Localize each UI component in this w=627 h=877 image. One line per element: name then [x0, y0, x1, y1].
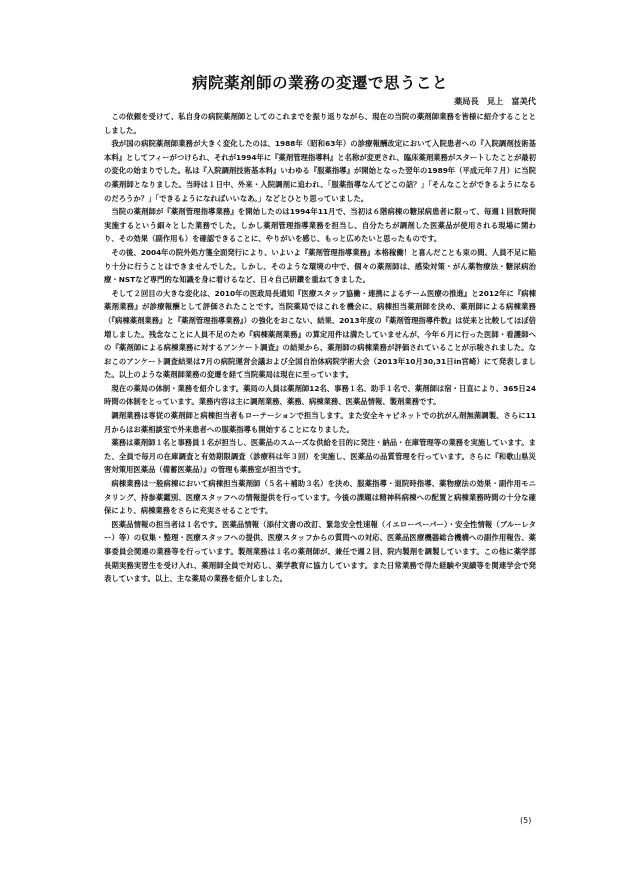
article — [104, 72, 536, 586]
article-body — [104, 110, 536, 586]
paragraph-history-2: 当院の薬剤師が『薬剤管理指導業務』を開始したのは1994年11月で、当初は６階病棟の糖尿病患者に限って、毎週１回数時間実施するという細々とした業務でした。しかし薬剤管理指導業務を担当し、自分たちが調剤した医薬品が使用される現場に関わり、その効果（副作用も）を確認できることに、やりがいを感じ、もっと広めたいと思ったものです。 — [104, 207, 536, 244]
page-number: (5) — [520, 816, 532, 825]
paragraph-ward-work: 病棟業務は一般病棟において病棟担当薬剤師（５名＋補助３名）を決め、服薬指導・退院時指導、薬物療法の効果・副作用モニタリング、持参薬鑑別、医療スタッフへの情報提供を行っています。今後の課題は精神科病棟への配置と病棟業務時間の十分な確保により、病棟業務をさらに充実させることです。 — [104, 479, 536, 516]
paragraph-intro: この依頼を受けて、私自身の病院薬剤師としてのこれまでを振り返りながら、現在の当院の薬剤師業務を皆様に紹介することとしました。 — [104, 112, 536, 135]
paragraph-history-4: そして２回目の大きな変化は、2010年の医政局長通知『医療スタッフ協働・連携によるチーム医療の推進』と2012年に『病棟薬剤業務』が診療報酬として評価されたことです。当院薬局ではこれを機会に、病棟担当薬剤師を決め、薬剤師による病棟業務（『病棟薬剤業務』と『薬剤管理指導業務』）の強化をおこない、結果、2013年度の『薬剤管理指導件数』は従来と比較してほぼ倍増しました。残念なことに人員不足のため『病棟薬剤業務』の算定用件は満たしていませんが、今年６月に行った医師・看護師への『薬剤師による病棟業務に対するアンケート調査』の結果から、薬剤師の病棟業務が評価されていることが示唆されました。なおこのアンケート調査結果は7月の病院運営会議および全国自治体病院学術大会（2013年10月30,31日in宮崎）にて発表しました。以上のような薬剤師業務の変遷を経て当院薬局は現在に至っています。 — [104, 288, 536, 380]
paragraph-pharmacy-affairs: 薬務は薬剤師１名と事務員１名が担当し、医薬品のスムーズな供給を目的に発注・納品・在庫管理等の業務を実施しています。また、全員で毎月の在庫調査と有効期限調査（診療科は年３回）を実施し、医薬品の品質管理を行っています。さらに『和歌山県災害対策用医薬品（備蓄医薬品）』の管理も薬務室が担当です。 — [104, 438, 536, 475]
paragraph-drug-information: 医薬品情報の担当者は１名です。医薬品情報（添付文書の改訂、緊急安全性速報（イエローペーパー）・安全性情報（ブルーレター）等）の収集・整理・医療スタッフへの提供、医療スタッフからの質問への対応、医薬品医療機器総合機構への副作用報告、薬事委員会関連の業務等を行っています。製剤業務は１名の薬剤師が、兼任で週２回、院内製剤を調製しています。この他に薬学部長期実務実習生を受け入れ、薬剤師全員で対応し、薬学教育に協力しています。また日常業務で得た経験や実績等を関連学会で発表しています。以上、主な薬局の業務を紹介しました。 — [104, 519, 536, 584]
author-line: 薬局長 見上 富美代 — [454, 96, 536, 106]
paragraph-dispensing: 調剤業務は専従の薬剤師と病棟担当者もローテーションで担当します。また安全キャビネットでの抗がん剤無菌調製、さらに11月からはお薬相談室で外来患者への服薬指導も開始することになりました。 — [104, 411, 536, 434]
paragraph-history-1: 我が国の病院薬剤師業務が大きく変化したのは、1988年（昭和63年）の診療報酬改定において入院患者への『入院調剤技術基本料』としてフィーがつけられ、それが1994年に『薬剤管理指導料』と名称が変更され、臨床薬剤業務がスタートしたことが最初の変化の始まりでした。私は『入院調剤技術基本料』いわゆる『服薬指導』が開始となった翌年の1989年（平成元年７月）に当院の薬剤師となりました。当時は１日中、外来・入院調剤に追われ、「服薬指導なんてどこの話？」「そんなことができるようになるのだろうか？」「できるようになればいいなあ。」などとひとり思っていました。 — [104, 139, 536, 203]
paragraph-history-3: その後、2004年の院外処方箋全面発行により、いよいよ『薬剤管理指導業務』本格稼働！と喜んだことも束の間、人員不足に陥り十分に行うことはできませんでした。しかし、そのような環境の中で、個々の薬剤師は、感染対策・がん薬物療法・糖尿病治療・NSTなど専門的な知識を身に着けるなど、日々自己研鑽を重ねてきました。 — [104, 247, 536, 285]
page-title: 病院薬剤師の業務の変遷で思うこと — [191, 74, 448, 92]
paragraph-current-system: 現在の薬局の体制・業務を紹介します。薬局の人員は薬剤師12名、事務１名、助手１名で、薬剤師は宿・日直により、365日24時間の体制をとっています。業務内容は主に調剤業務、薬務、病棟業務、医薬品情報、製剤業務です。 — [104, 383, 536, 407]
